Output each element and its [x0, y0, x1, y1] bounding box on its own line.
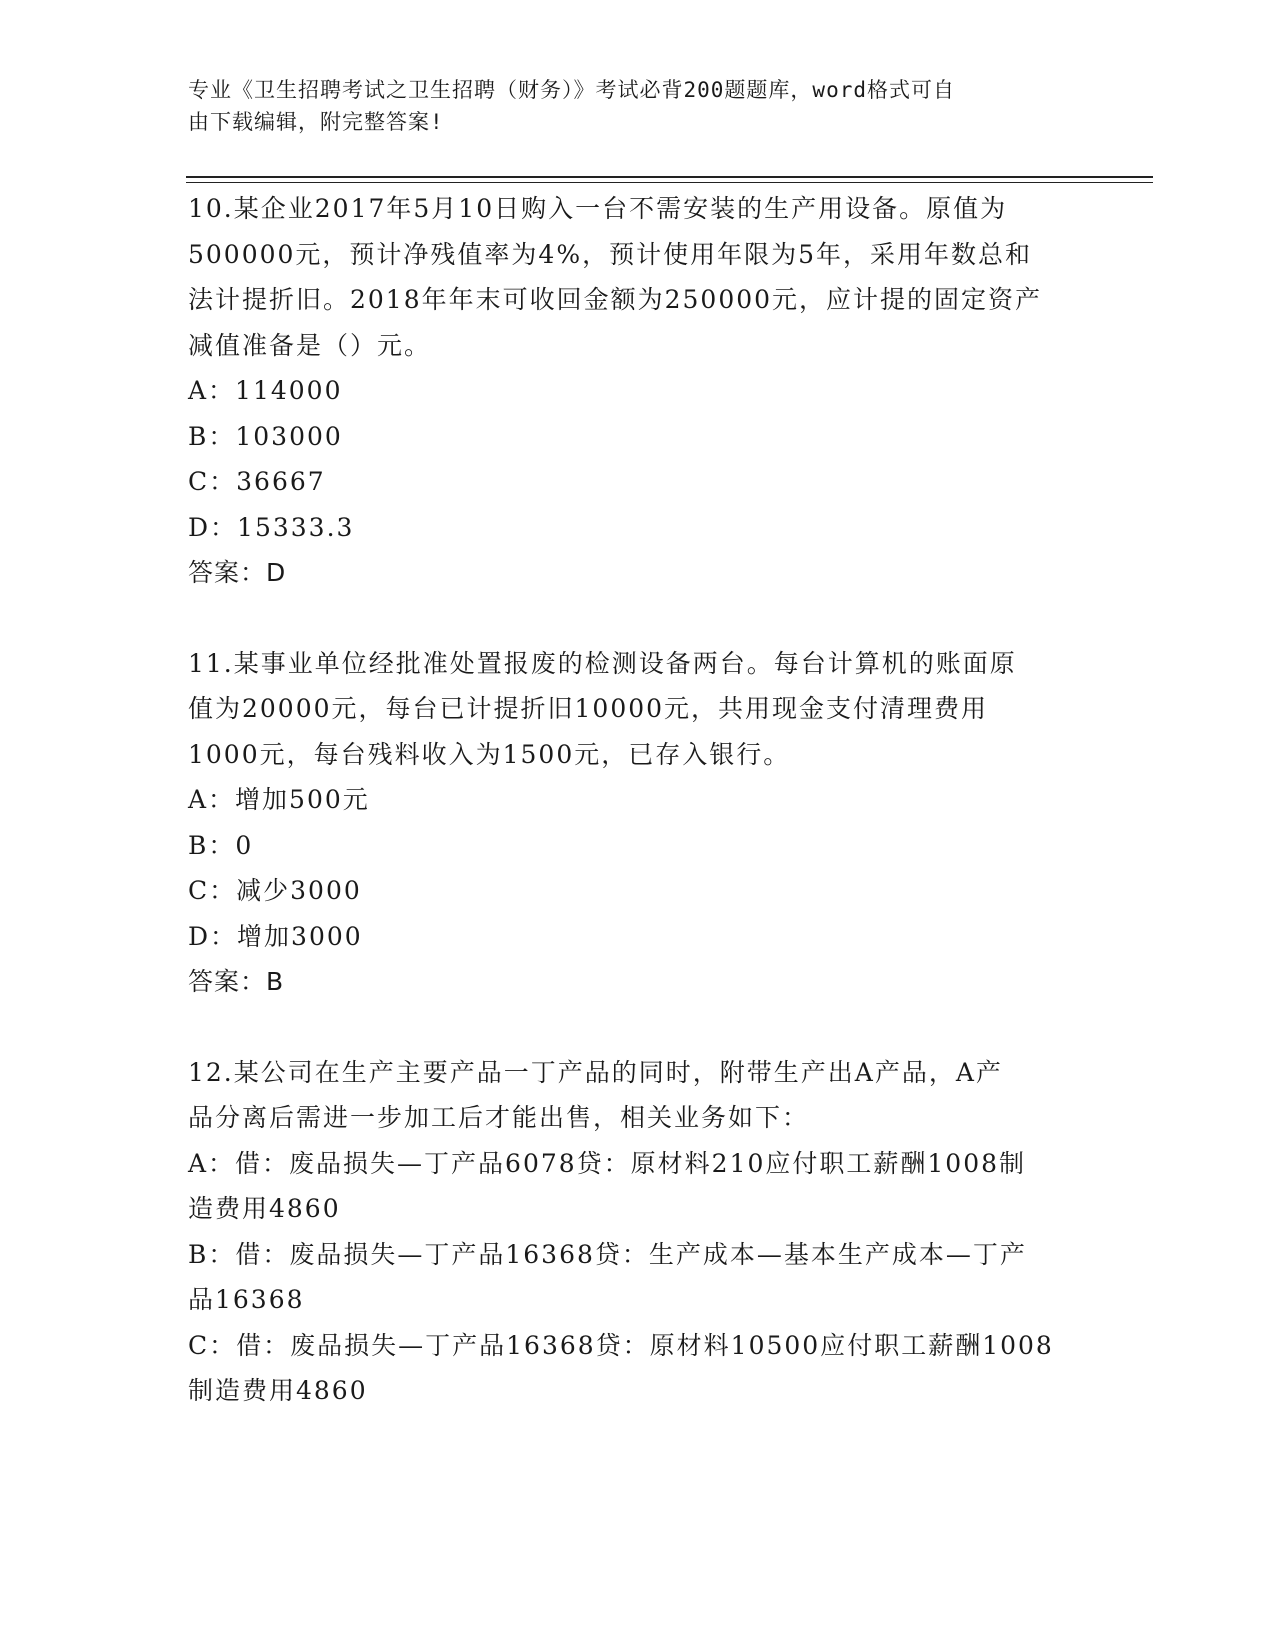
question-list [188, 186, 1088, 1414]
question-stem-line: 减值准备是（）元。 [188, 330, 432, 360]
question-stem-line: 值为20000元，每台已计提折旧10000元，共用现金支付清理费用 [188, 694, 989, 723]
answer-option-line: C：36667 [188, 467, 326, 496]
question-3 [188, 1050, 1088, 1414]
header-line-2: 由下载编辑，附完整答案! [188, 110, 444, 134]
answer-option-line: B：借：废品损失—丁产品16368贷：生产成本—基本生产成本—丁产 [188, 1239, 1027, 1269]
question-stem-line: 10.某企业2017年5月10日购入一台不需安装的生产用设备。原值为 [188, 194, 1008, 223]
header-divider-thin [186, 182, 1153, 183]
question-stem-line: 品分离后需进一步加工后才能出售，相关业务如下： [188, 1103, 810, 1132]
answer-option-line: B：103000 [188, 421, 343, 451]
header-divider-thick [186, 176, 1153, 178]
answer-option-line: D：增加3000 [188, 921, 363, 951]
question-2 [188, 641, 1088, 1005]
answer-option-line: 制造费用4860 [188, 1376, 368, 1405]
header-line-1: 专业《卫生招聘考试之卫生招聘（财务）》考试必背200题题库，word格式可自 [188, 78, 955, 102]
answer-key: 答案：B [188, 967, 285, 996]
answer-option-line: B：0 [188, 830, 254, 860]
answer-option-line: D：15333.3 [188, 512, 355, 542]
answer-key: 答案：D [188, 558, 287, 587]
question-stem-line: 1000元，每台残料收入为1500元，已存入银行。 [188, 739, 791, 769]
answer-option-line: C：减少3000 [188, 876, 362, 905]
question-stem-line: 12.某公司在生产主要产品一丁产品的同时，附带生产出A产品，A产 [188, 1057, 1003, 1087]
answer-option-line: 造费用4860 [188, 1194, 341, 1223]
answer-option-line: A：增加500元 [188, 785, 370, 814]
question-stem-line: 法计提折旧。2018年年末可收回金额为250000元，应计提的固定资产 [188, 285, 1043, 314]
question-stem-line: 500000元，预计净残值率为4%，预计使用年限为5年，采用年数总和 [188, 239, 1033, 269]
answer-option-line: A：借：废品损失—丁产品6078贷：原材料210应付职工薪酬1008制 [188, 1148, 1027, 1178]
question-spacer [188, 1005, 1088, 1050]
answer-option-line: A：114000 [188, 376, 343, 405]
question-spacer [188, 596, 1088, 641]
answer-option-line: 品16368 [188, 1285, 305, 1314]
question-1 [188, 186, 1088, 596]
document-header [188, 74, 1088, 138]
answer-option-line: C：借：废品损失—丁产品16368贷：原材料10500应付职工薪酬1008 [188, 1330, 1054, 1360]
question-stem-line: 11.某事业单位经批准处置报废的检测设备两台。每台计算机的账面原 [188, 648, 1017, 678]
